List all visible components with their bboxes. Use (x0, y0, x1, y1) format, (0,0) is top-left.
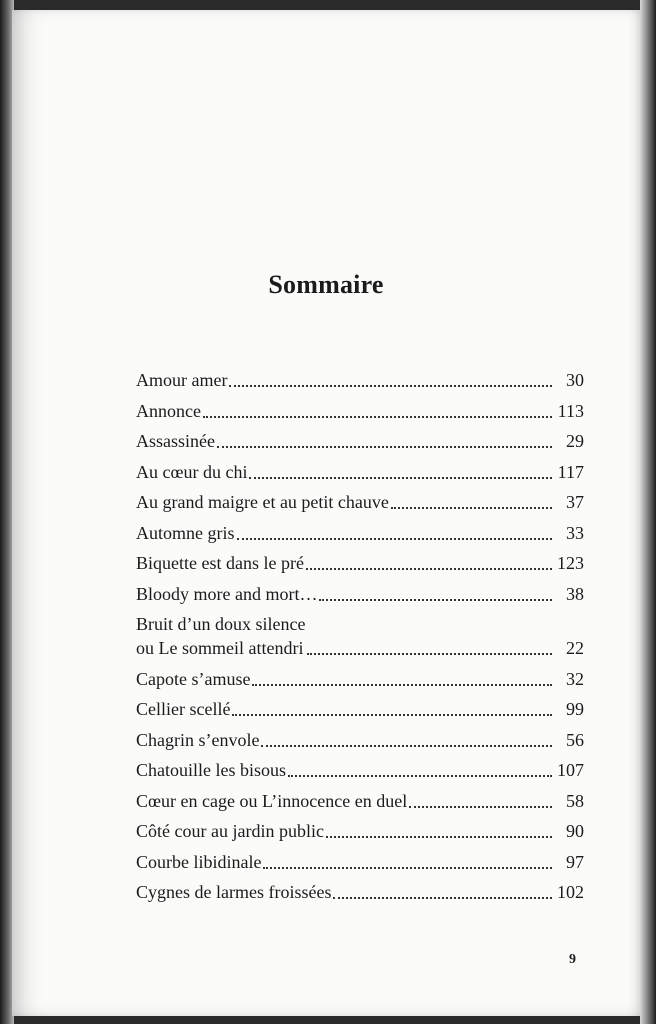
toc-entry-page: 117 (557, 461, 584, 482)
dot-leader (261, 745, 552, 747)
toc-entry-page: 113 (557, 400, 584, 421)
dot-leader (306, 568, 552, 570)
toc-entry (136, 582, 584, 606)
toc-entry (136, 521, 584, 545)
toc-entry-page: 56 (566, 729, 584, 750)
toc-entry (136, 850, 584, 874)
toc-entry-page: 33 (566, 522, 584, 543)
toc-entry-title: Bloody more and mort… (136, 583, 318, 604)
toc-entry (136, 728, 584, 752)
dot-leader (288, 775, 552, 777)
toc-entry-title-line: Bruit d’un doux silence (136, 614, 306, 634)
toc-entry (136, 612, 584, 660)
toc-entry-page: 99 (566, 699, 584, 719)
dot-leader (391, 507, 552, 509)
toc-entry-title-line: ou Le sommeil attendri (136, 638, 304, 658)
toc-entry-title: Chatouille les bisous (136, 760, 286, 780)
toc-entry-title: Biquette est dans le pré (136, 553, 304, 573)
toc-entry-title (136, 612, 305, 660)
toc-entry (136, 490, 584, 514)
dot-leader (203, 416, 552, 418)
toc-entry-page: 37 (566, 492, 584, 512)
toc-entry (136, 880, 584, 904)
toc-entry-page: 123 (557, 553, 584, 573)
page-edge-shadow (640, 0, 656, 1024)
toc-entry-title: Côté cour au jardin public (136, 821, 324, 841)
toc-entry-page: 58 (566, 790, 584, 811)
toc-entry (136, 758, 584, 782)
toc-entry (136, 789, 584, 813)
dot-leader (249, 477, 552, 479)
dot-leader (263, 867, 552, 869)
toc-entry-title: Cellier scellé (136, 699, 231, 719)
toc-entry-page: 30 (566, 370, 584, 390)
toc-entry-page: 90 (566, 821, 584, 841)
dot-leader (237, 538, 553, 540)
toc-entry-page: 97 (566, 851, 584, 872)
toc-entry-title: Chagrin s’envole (136, 729, 260, 750)
dot-leader (319, 599, 552, 601)
page-number: 9 (569, 952, 576, 967)
dot-leader (217, 446, 552, 448)
toc-entry (136, 667, 584, 691)
toc-entry-title: Cygnes de larmes froissées (136, 882, 332, 902)
dot-leader (252, 684, 552, 686)
toc-entry-title: Annonce (136, 400, 201, 421)
toc-entry-title: Automne gris (136, 522, 235, 543)
toc-entry-title: Au cœur du chi (136, 461, 248, 482)
toc-entry (136, 429, 584, 453)
dot-leader (409, 806, 552, 808)
toc-entry-page: 22 (566, 638, 584, 658)
dot-leader (333, 897, 552, 899)
toc-entry-title: Capote s’amuse (136, 668, 251, 689)
toc-entry-title: Au grand maigre et au petit chauve (136, 492, 389, 512)
page-title: Sommaire (268, 270, 384, 299)
dot-leader (232, 714, 552, 716)
toc-entry-title: Cœur en cage ou L’innocence en duel (136, 790, 408, 811)
toc-entry-title: Assassinée (136, 431, 215, 451)
toc-entry-title: Amour amer (136, 370, 228, 390)
table-of-contents (136, 368, 584, 911)
toc-entry (136, 399, 584, 423)
dot-leader (326, 836, 552, 838)
dot-leader (229, 385, 552, 387)
toc-entry (136, 368, 584, 392)
toc-entry (136, 819, 584, 843)
book-page (12, 10, 640, 1016)
toc-entry-page: 32 (566, 668, 584, 689)
toc-entry-title: Courbe libidinale (136, 851, 262, 872)
toc-entry (136, 697, 584, 721)
toc-entry (136, 551, 584, 575)
toc-entry-page: 102 (557, 882, 584, 902)
toc-entry (136, 460, 584, 484)
toc-entry-page: 29 (566, 431, 584, 451)
toc-entry-page: 38 (566, 583, 584, 604)
toc-entry-page: 107 (557, 760, 584, 780)
dot-leader (307, 653, 552, 655)
